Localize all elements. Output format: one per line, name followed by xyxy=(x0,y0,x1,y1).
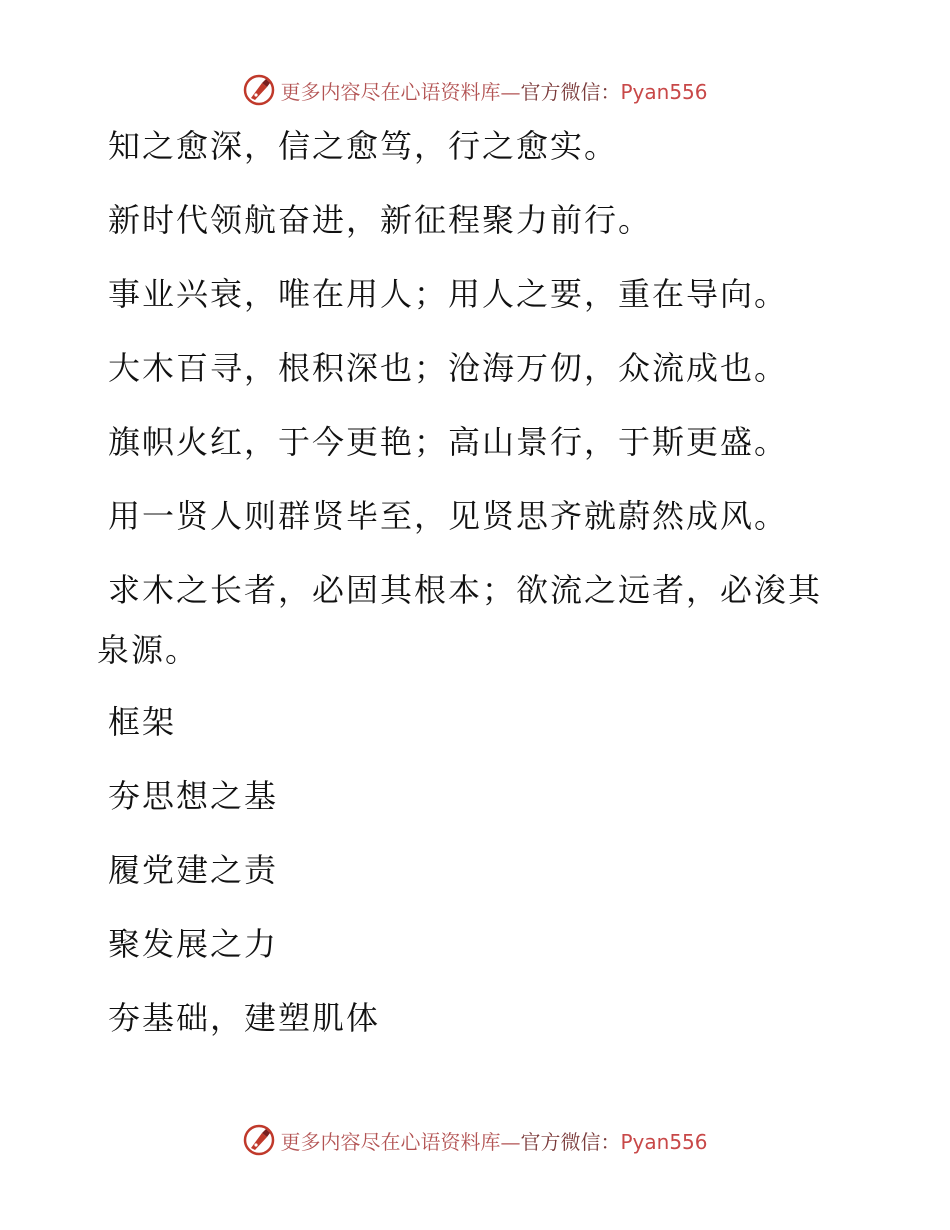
text-line-7: 求木之长者，必固其根本；欲流之远者，必浚其 xyxy=(108,571,823,609)
header-banner xyxy=(0,70,950,110)
footer-wechat-id: Pyan556 xyxy=(620,1129,708,1154)
text-line-2: 新时代领航奋进，新征程聚力前行。 xyxy=(108,201,653,239)
footer-banner xyxy=(0,1120,950,1160)
header-wechat-id: Pyan556 xyxy=(620,79,708,104)
pen-nib-logo-icon xyxy=(242,1123,276,1157)
footer-banner-text xyxy=(280,1126,707,1155)
text-line-12: 夯基础，建塑肌体 xyxy=(108,999,381,1037)
pen-nib-logo-icon xyxy=(242,73,276,107)
text-line-heading-framework: 框架 xyxy=(108,703,177,741)
text-line-1: 知之愈深，信之愈笃，行之愈实。 xyxy=(108,127,619,165)
text-line-11: 聚发展之力 xyxy=(108,925,279,963)
text-line-10: 履党建之责 xyxy=(108,851,279,889)
text-line-3: 事业兴衰，唯在用人；用人之要，重在导向。 xyxy=(108,275,789,313)
footer-banner-title: 更多内容尽在心语资料库— xyxy=(280,1129,521,1154)
text-line-5: 旗帜火红，于今更艳；高山景行，于斯更盛。 xyxy=(108,423,789,461)
header-banner-text xyxy=(280,76,707,105)
text-line-7-continued: 泉源。 xyxy=(97,631,200,669)
text-line-6: 用一贤人则群贤毕至，见贤思齐就蔚然成风。 xyxy=(108,497,789,535)
text-line-9: 夯思想之基 xyxy=(108,777,279,815)
text-line-4: 大木百寻，根积深也；沧海万仞，众流成也。 xyxy=(108,349,789,387)
header-banner-title: 更多内容尽在心语资料库— xyxy=(280,79,521,104)
footer-wechat-label: 官方微信： xyxy=(520,1129,621,1154)
header-wechat-label: 官方微信： xyxy=(520,79,621,104)
